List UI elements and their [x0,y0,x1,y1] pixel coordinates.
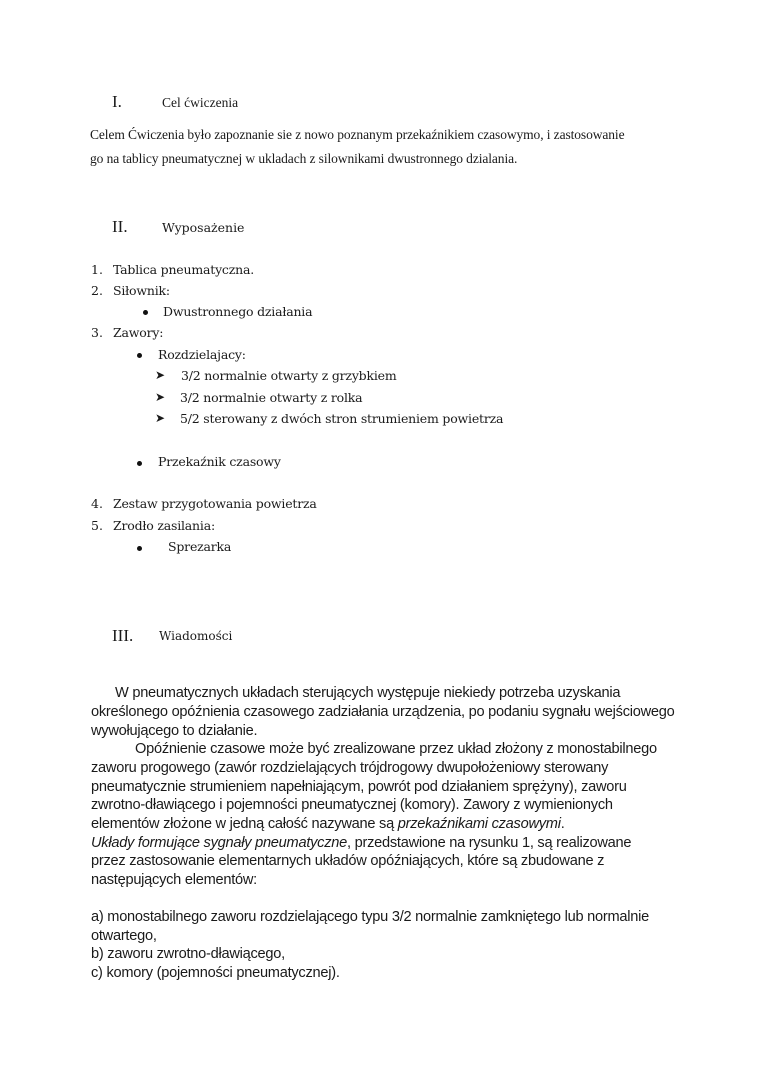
list-item-3-label: Zawory: [113,325,164,340]
bullet-icon [137,546,142,551]
arrow-bullet-icon: ➤ [155,390,166,404]
list-item-5-sub-1: Sprezarka [168,539,232,554]
enum-line-c: c) komory (pojemności pneumatycznej). [91,965,340,981]
section-3-line-11: następujących elementów: [91,872,257,888]
section-2-number: II. [112,217,128,236]
list-item-2-sub-1: Dwustronnego działania [163,304,313,319]
list-item-5-label: Zrodło zasilania: [113,518,215,533]
section-3-line-5: zaworu progowego (zawór rozdzielających trójdrogowy dwupołożeniowy sterowany [91,760,609,776]
list-item-3-sub-1-sub-1: 3/2 normalnie otwarty z grzybkiem [181,368,397,383]
list-item-5-number: 5. [91,518,103,533]
list-item-3-number: 3. [91,325,103,340]
enum-line-b: b) zaworu zwrotno-dławiącego, [91,946,285,962]
line-9-suffix: , przedstawione na rysunku 1, są realizowane [347,835,632,851]
section-1-paragraph-line-2: go na tablicy pneumatycznej w ukladach z silownikami dwustronnego dzialania. [90,151,518,166]
arrow-bullet-icon: ➤ [155,368,166,382]
section-3-line-3: wywołującego to działanie. [91,723,258,739]
list-item-3-sub-2: Przekaźnik czasowy [158,454,281,469]
list-item-3-sub-1-sub-3: 5/2 sterowany z dwóch stron strumieniem powietrza [180,411,504,426]
list-item-4-number: 4. [91,496,103,511]
section-3-line-9 [91,835,631,851]
section-3-line-8 [91,816,565,832]
section-3-line-10: przez zastosowanie elementarnych układów opóźniających, które są zbudowane z [91,853,605,869]
section-3-line-7: zwrotno-dławiącego i pojemności pneumatycznej (komory). Zawory z wymienionych [91,797,613,813]
enum-line-a: a) monostabilnego zaworu rozdzielającego typu 3/2 normalnie zamkniętego lub normalnie [91,909,649,925]
list-item-3-sub-1-sub-2: 3/2 normalnie otwarty z rolka [180,390,363,405]
section-3-line-6: pneumatycznie strumieniem napełniającym, powrót pod działaniem sprężyny), zaworu [91,779,627,795]
list-item-2-number: 2. [91,283,103,298]
list-item-1-label: Tablica pneumatyczna. [113,262,254,277]
line-8-suffix: . [560,816,565,832]
list-item-2-label: Siłownik: [113,283,170,298]
section-1-paragraph-line-1: Celem Ćwiczenia było zapoznanie sie z nowo poznanym przekaźnikiem czasowymo, i zastosowanie [90,127,625,142]
section-3-line-1: W pneumatycznych układach sterujących występuje niekiedy potrzeba uzyskania [115,685,621,701]
term-przekazniki-czasowe: przekaźnikami czasowymi [397,816,561,832]
section-3-title: Wiadomości [159,629,233,643]
arrow-bullet-icon: ➤ [155,411,166,425]
section-2-title: Wyposażenie [162,220,245,235]
enum-line-a-cont: otwartego, [91,928,157,944]
list-item-4-label: Zestaw przygotowania powietrza [113,496,317,511]
section-3-line-4: Opóźnienie czasowe może być zrealizowane przez układ złożony z monostabilnego [135,741,657,757]
list-item-1-number: 1. [91,262,103,277]
section-3-line-2: określonego opóźnienia czasowego zadziałania urządzenia, po podaniu sygnału wejściowego [91,704,675,720]
section-1-number: I. [112,92,122,111]
list-item-3-sub-1: Rozdzielajacy: [158,347,246,362]
section-3-number: III. [112,626,134,645]
bullet-icon [137,461,142,466]
bullet-icon [137,353,142,358]
bullet-icon [143,310,148,315]
term-uklady-formujace: Układy formujące sygnały pneumatyczne [91,835,347,851]
line-8-prefix: elementów złożone w jedną całość nazywane są [91,816,398,832]
section-1-title: Cel ćwiczenia [162,95,239,110]
